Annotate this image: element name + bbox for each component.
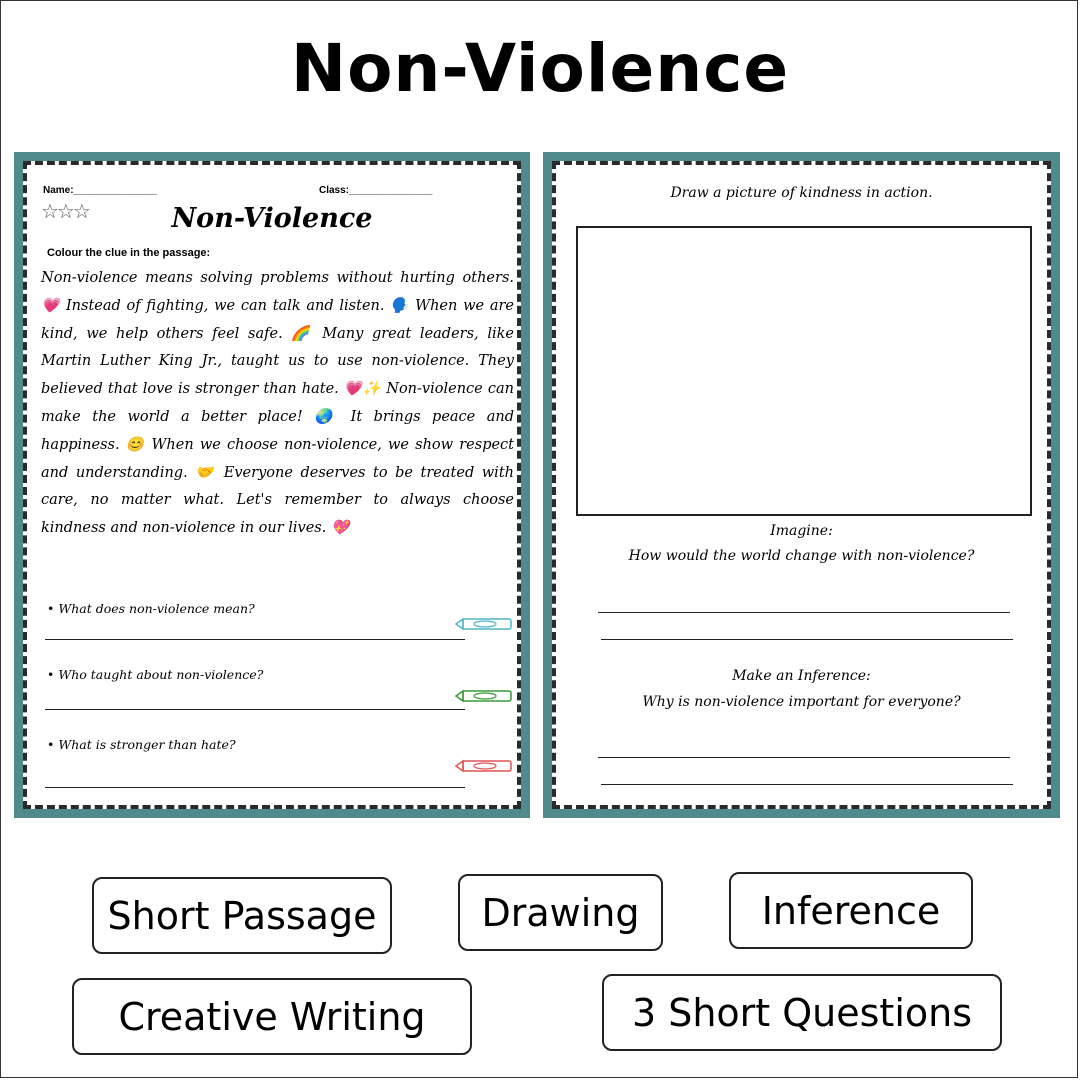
crayon-icon-red (455, 759, 513, 773)
imagine-question: How would the world change with non-violence? (628, 548, 975, 564)
question-1: • What does non-violence mean? (47, 601, 255, 616)
writing-line (601, 639, 1013, 640)
question-2: • Who taught about non-violence? (47, 667, 264, 682)
feature-tag-inference: Inference (729, 872, 973, 949)
inference-label: Make an Inference: (732, 668, 871, 684)
name-field-label: Name:_______________ (43, 185, 157, 196)
answer-line-2 (45, 709, 465, 710)
feature-tag-short-passage: Short Passage (92, 877, 392, 954)
question-3: • What is stronger than hate? (47, 737, 236, 752)
reading-passage: Non-violence means solving problems without hurting others. 💗 Instead of fighting, we can talk and listen. 🗣️ When we are kind, we help others feel safe. 🌈 Many great leaders, like Martin Luther King Jr., taught us to use non-violence. They believed that love is stronger than hate. 💗✨ Non-violence can make the world a better place! 🌏 It brings peace and happiness. 😊 When we choose non-violence, we show respect and understanding. 🤝 Everyone deserves to be treated with care, no matter what. Let's remember to always choose kindness and non-violence in our lives. 💖 (41, 270, 514, 537)
instruction-text: Colour the clue in the passage: (47, 247, 211, 259)
drawing-prompt: Draw a picture of kindness in action. (670, 185, 933, 201)
answer-line-3 (45, 787, 465, 788)
worksheet-title: Non-Violence (171, 203, 373, 234)
worksheet-preview-drawing (543, 152, 1060, 818)
worksheet-preview-passage (14, 152, 530, 818)
crayon-icon-blue (455, 617, 513, 631)
drawing-box (576, 226, 1032, 516)
feature-tag-creative-writing: Creative Writing (72, 978, 472, 1055)
class-field-label: Class:_______________ (319, 185, 433, 196)
feature-tag-drawing: Drawing (458, 874, 663, 951)
writing-line (598, 612, 1010, 613)
question-3-text: What is stronger than hate? (58, 737, 236, 752)
rating-stars-icon: ☆☆☆ (41, 201, 89, 223)
worksheet-paper (23, 161, 521, 809)
writing-line (598, 757, 1010, 758)
inference-question: Why is non-violence important for everyone? (642, 694, 961, 710)
question-1-text: What does non-violence mean? (58, 601, 255, 616)
page-title: Non-Violence (290, 30, 790, 107)
imagine-label: Imagine: (770, 523, 833, 539)
crayon-icon-green (455, 689, 513, 703)
answer-line-1 (45, 639, 465, 640)
feature-tag-short-questions: 3 Short Questions (602, 974, 1002, 1051)
question-2-text: Who taught about non-violence? (58, 667, 264, 682)
worksheet-paper (552, 161, 1051, 809)
writing-line (601, 784, 1013, 785)
